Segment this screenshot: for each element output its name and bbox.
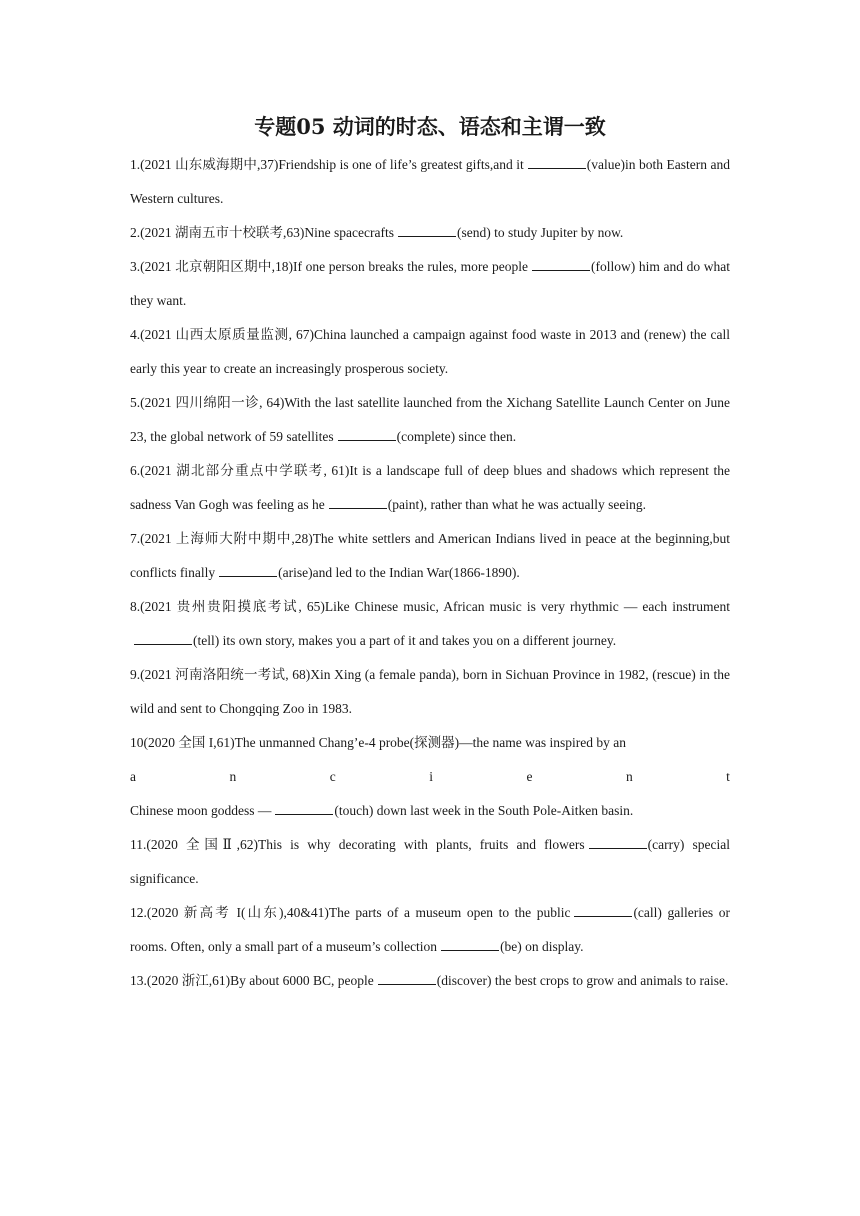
answer-blank[interactable] xyxy=(528,156,586,169)
answer-blank[interactable] xyxy=(398,224,456,237)
answer-blank[interactable] xyxy=(329,496,387,509)
question-9: 9.(2021 河南洛阳统一考试, 68)Xin Xing (a female panda), born in Sichuan Province in 1982, (rescue) in the wild and sent to Chongqing Zoo in 1983. xyxy=(130,667,730,716)
question-1: 1.(2021 山东威海期中,37)Friendship is one of life’s greatest gifts,and it (value)in both Eastern and Western cultures. xyxy=(130,157,731,206)
question-7: 7.(2021 上海师大附中期中,28)The white settlers and American Indians lived in peace at the beginning,but conflicts finally (arise)and led to the Indian War(1866-1890). xyxy=(130,531,730,580)
question-4: 4.(2021 山西太原质量监测, 67)China launched a campaign against food waste in 2013 and (renew) the call early this year to create an increasingly prosperous society. xyxy=(130,327,730,376)
question-3: 3.(2021 北京朝阳区期中,18)If one person breaks the rules, more people (follow) him and do what they want. xyxy=(130,259,730,308)
answer-blank[interactable] xyxy=(275,802,333,815)
question-8: 8.(2021 贵州贵阳摸底考试, 65)Like Chinese music, African music is very rhythmic — each instrument(tell) its own story, makes you a part of it and takes you on a different journey. xyxy=(130,599,730,648)
document-page xyxy=(130,110,730,998)
question-2: 2.(2021 湖南五市十校联考,63)Nine spacecrafts (send) to study Jupiter by now. xyxy=(130,225,624,240)
question-13: 13.(2020 浙江,61)By about 6000 BC, people (discover) the best crops to grow and animals to raise. xyxy=(130,973,729,988)
answer-blank[interactable] xyxy=(589,836,647,849)
answer-blank[interactable] xyxy=(378,972,436,985)
question-12: 12.(2020 新高考 I(山东),40&41)The parts of a museum open to the public (call) galleries or rooms. Often, only a small part of a museum’s collection (be) on display. xyxy=(130,905,730,954)
answer-blank[interactable] xyxy=(134,632,192,645)
page-title: 专题05 动词的时态、语态和主谓一致 xyxy=(254,114,606,139)
answer-blank[interactable] xyxy=(338,428,396,441)
question-10: 10(2020 全国 I,61)The unmanned Chang’e-4 probe(探测器)—the name was inspired by an a n c i e n t Chinese moon goddess — (touch) down last week in the South Pole-Aitken basin. xyxy=(130,735,730,818)
question-5: 5.(2021 四川绵阳一诊, 64)With the last satellite launched from the Xichang Satellite Launch Center on June 23, the global network of 59 satellites (complete) since then. xyxy=(130,395,730,444)
answer-blank[interactable] xyxy=(532,258,590,271)
question-6: 6.(2021 湖北部分重点中学联考, 61)It is a landscape full of deep blues and shadows which represent the sadness Van Gogh was feeling as he (paint), rather than what he was actually seeing. xyxy=(130,463,730,512)
answer-blank[interactable] xyxy=(441,938,499,951)
answer-blank[interactable] xyxy=(574,904,632,917)
question-11: 11.(2020 全国Ⅱ,62)This is why decorating with plants, fruits and flowers (carry) special significance. xyxy=(130,837,730,886)
spread-letters: a n c i e n t xyxy=(130,769,730,784)
answer-blank[interactable] xyxy=(219,564,277,577)
